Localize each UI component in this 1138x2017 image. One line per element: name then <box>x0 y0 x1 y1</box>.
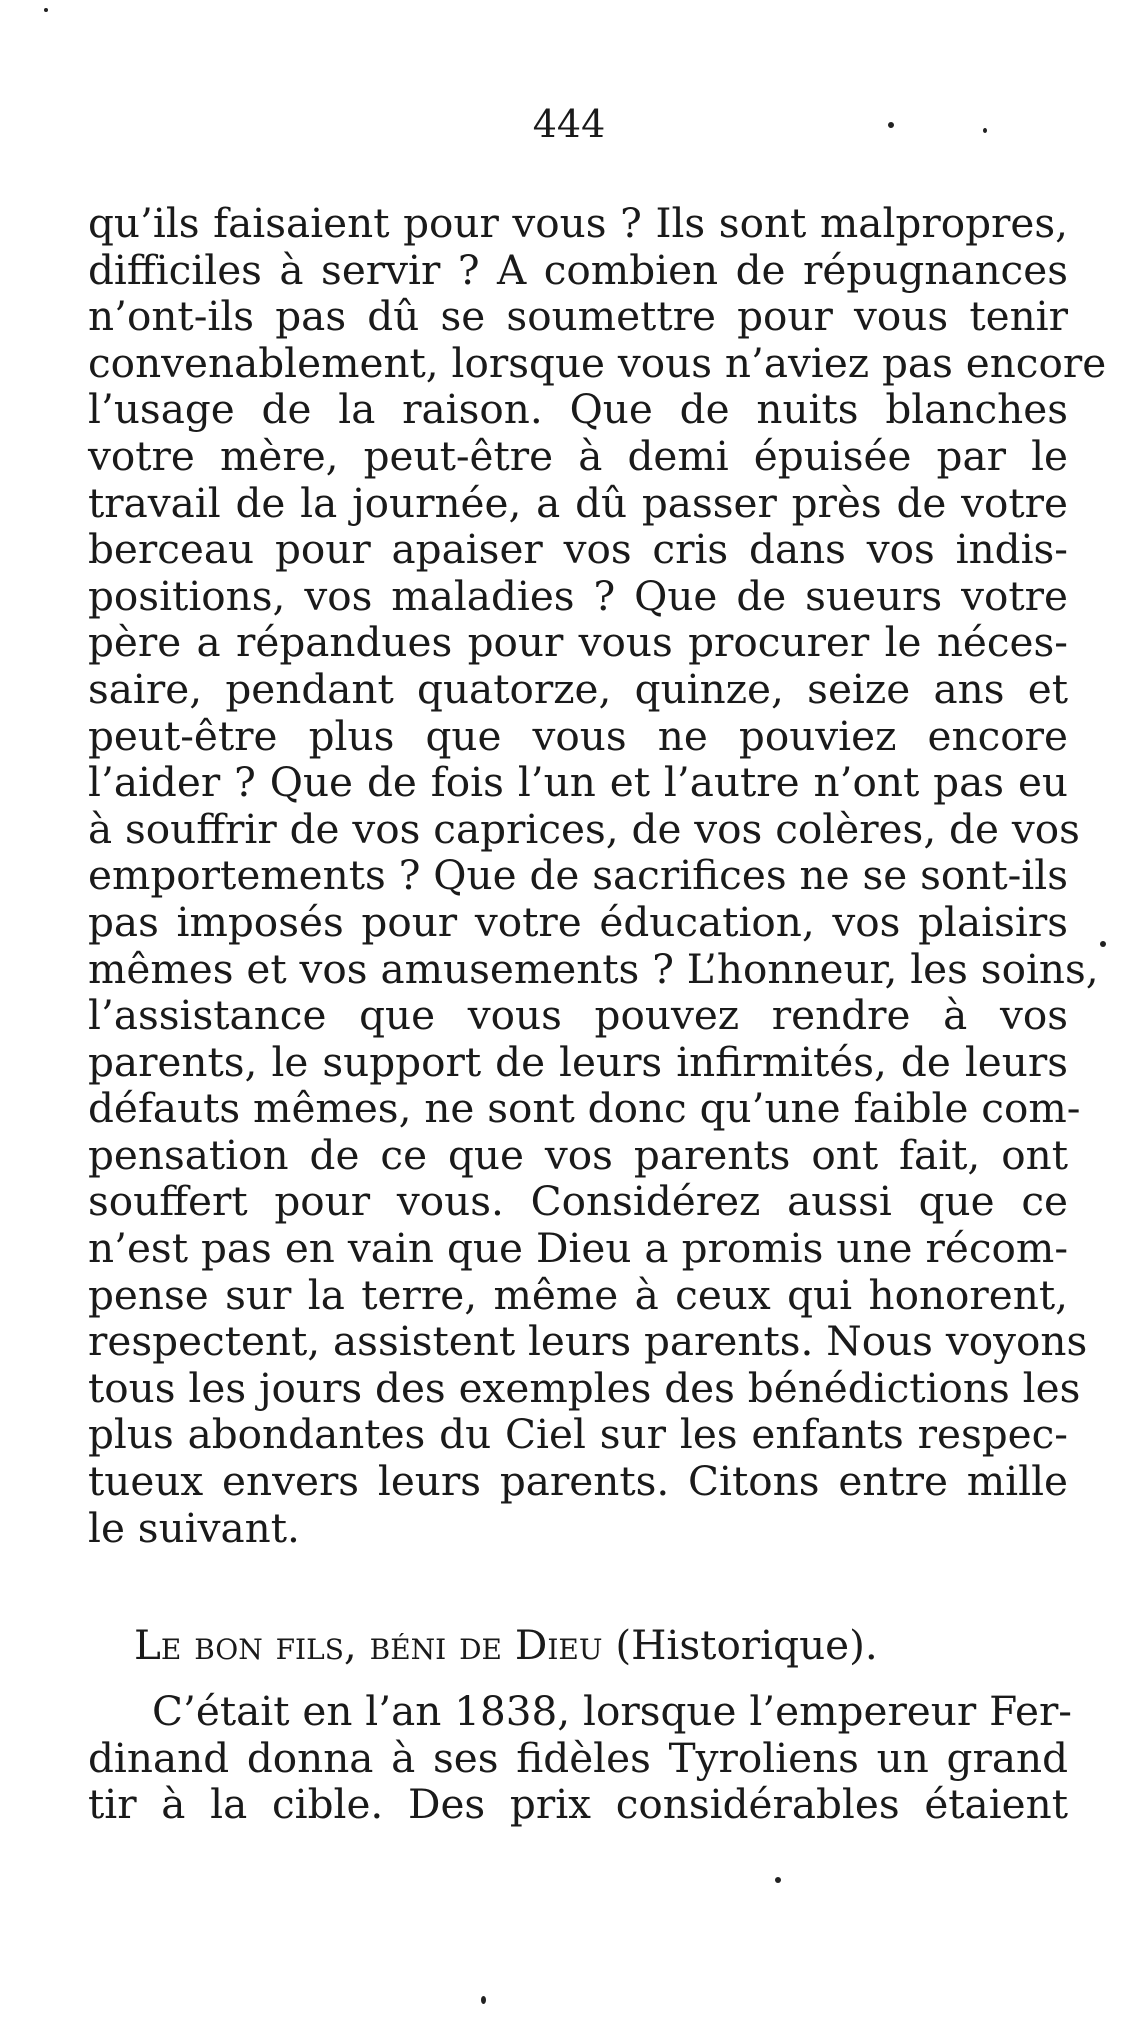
text-line: pensation de ce que vos parents ont fait, ont <box>88 1130 1068 1179</box>
text-line: mêmes et vos amusements ? L’honneur, les soins, <box>88 944 1099 993</box>
text-line: peut-être plus que vous ne pouviez encore <box>88 711 1068 760</box>
text-line: souffert pour vous. Considérez aussi que ce <box>88 1177 1068 1226</box>
text-line: l’assistance que vous pouvez rendre à vos <box>88 991 1068 1040</box>
text-line: positions, vos maladies ? Que de sueurs votre <box>88 571 1068 620</box>
ink-speck <box>775 1877 781 1883</box>
ink-speck <box>983 128 987 133</box>
text-line: emportements ? Que de sacrifices ne se sont-ils <box>88 851 1068 900</box>
text-line: l’aider ? Que de fois l’un et l’autre n’ont pas eu <box>88 758 1068 807</box>
text-line: le suivant. <box>88 1503 300 1552</box>
text-line: tueux envers leurs parents. Citons entre mille <box>88 1457 1068 1506</box>
ink-speck <box>481 1996 486 2004</box>
text-line: tir à la cible. Des prix considérables étaient <box>88 1780 1068 1829</box>
text-line: qu’ils faisaient pour vous ? Ils sont malpropres, <box>88 199 1068 247</box>
text-line: n’ont-ils pas dû se soumettre pour vous tenir <box>88 292 1068 341</box>
text-line: défauts mêmes, ne sont donc qu’une faible com- <box>88 1084 1081 1133</box>
text-line: difficiles à servir ? A combien de répugnances <box>88 245 1068 294</box>
text-line: tous les jours des exemples des bénédictions les <box>88 1363 1081 1412</box>
text-line: convenablement, lorsque vous n’aviez pas encore <box>88 338 1107 387</box>
text-line: pas imposés pour votre éducation, vos plaisirs <box>88 897 1068 946</box>
text-line: parents, le support de leurs infirmités, de leurs <box>88 1037 1068 1086</box>
text-line: n’est pas en vain que Dieu a promis une récom- <box>88 1224 1068 1273</box>
text-line: plus abondantes du Ciel sur les enfants respec- <box>88 1410 1068 1459</box>
text-line: respectent, assistent leurs parents. Nous voyons <box>88 1317 1088 1366</box>
story-paragraph <box>88 1687 1072 1829</box>
section-heading-title: Le bon fils, béni de Dieu <box>134 1621 603 1669</box>
section-heading <box>134 1622 1034 1668</box>
text-line: l’usage de la raison. Que de nuits blanches <box>88 385 1068 434</box>
page-number: 444 <box>532 102 606 146</box>
text-line: saire, pendant quatorze, quinze, seize ans et <box>88 664 1068 713</box>
text-line: votre mère, peut-être à demi épuisée par le <box>88 431 1068 480</box>
ink-speck <box>44 8 48 12</box>
ink-speck <box>1100 941 1106 947</box>
ink-speck <box>888 122 894 128</box>
text-line: pense sur la terre, même à ceux qui honorent, <box>88 1270 1068 1319</box>
text-line: dinand donna à ses fidèles Tyroliens un grand <box>88 1733 1068 1782</box>
section-heading-qualifier: (Historique). <box>615 1621 878 1669</box>
text-line: C’était en l’an 1838, lorsque l’empereur Fer- <box>152 1687 1072 1735</box>
text-line: travail de la journée, a dû passer près de votre <box>88 478 1068 527</box>
body-paragraph <box>88 199 1107 1552</box>
text-line: père a répandues pour vous procurer le néces- <box>88 618 1068 667</box>
text-line: à souffrir de vos caprices, de vos colères, de vos <box>88 804 1080 853</box>
text-line: berceau pour apaiser vos cris dans vos indis- <box>88 525 1068 574</box>
